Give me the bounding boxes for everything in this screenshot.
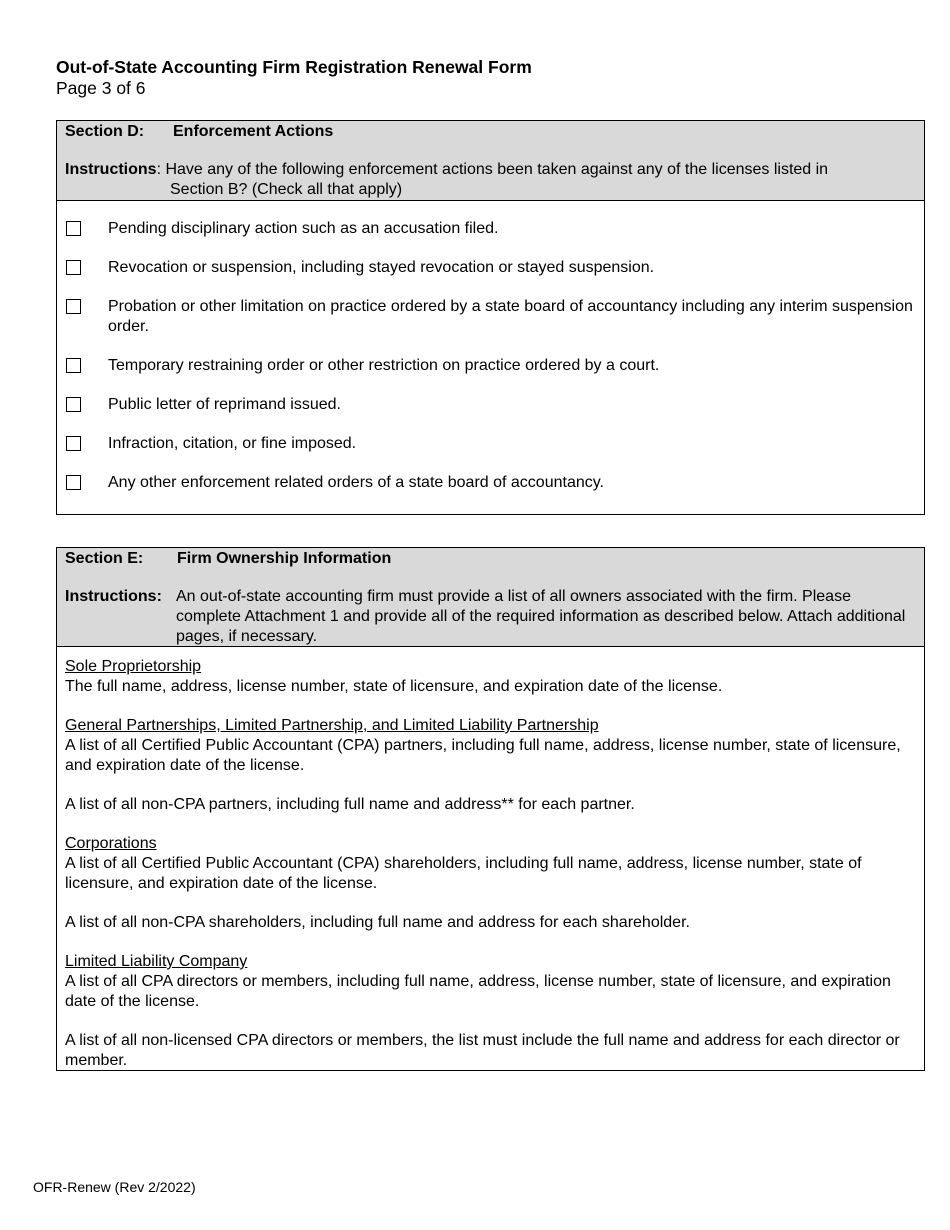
section-d-instructions-line1: : Have any of the following enforcement actions been taken against any of the licenses listed in <box>156 161 829 178</box>
form-title: Out-of-State Accounting Firm Registration Renewal Form <box>56 57 532 77</box>
llc-block <box>65 952 916 1012</box>
section-d-instructions <box>65 160 916 200</box>
form-revision-footer: OFR-Renew (Rev 2/2022) <box>33 1179 196 1195</box>
section-e-label: Section E: <box>65 550 144 567</box>
section-d-header <box>57 121 924 201</box>
checklist-item <box>66 258 916 278</box>
corporations-noncpa-block <box>65 913 916 933</box>
partnership-noncpa-text: A list of all non-CPA partners, including full name and address** for each partner. <box>65 796 635 813</box>
checklist-item-label: Infraction, citation, or fine imposed. <box>108 435 357 452</box>
checklist-item <box>66 473 916 493</box>
other-enforcement-checkbox[interactable] <box>66 475 81 490</box>
checklist-item-label: Temporary restraining order or other restriction on practice ordered by a court. <box>108 357 660 374</box>
partnership-block <box>65 716 916 776</box>
checklist-item <box>66 356 916 376</box>
llc-noncpa-text: A list of all non-licensed CPA directors or members, the list must include the full name and address for each director or member. <box>65 1032 900 1069</box>
llc-noncpa-block <box>65 1031 916 1071</box>
page-number: Page 3 of 6 <box>56 78 146 98</box>
corporations-text: A list of all Certified Public Accountant (CPA) shareholders, including full name, address, license number, state of licensure, and expiration date of the license. <box>65 855 862 892</box>
checklist-item <box>66 219 916 239</box>
llc-heading: Limited Liability Company <box>65 953 248 970</box>
partnership-heading: General Partnerships, Limited Partnership, and Limited Liability Partnership <box>65 717 599 734</box>
section-e-instructions-label: Instructions: <box>65 588 162 605</box>
checklist-item <box>66 297 916 337</box>
pending-disciplinary-checkbox[interactable] <box>66 221 81 236</box>
checklist-item-label: Public letter of reprimand issued. <box>108 396 341 413</box>
enforcement-checklist <box>57 201 924 493</box>
corporations-noncpa-text: A list of all non-CPA shareholders, including full name and address for each shareholder. <box>65 914 690 931</box>
partnership-text: A list of all Certified Public Accountant (CPA) partners, including full name, address, license number, state of licensure, and expiration date of the license. <box>65 737 901 774</box>
checklist-item-label: Pending disciplinary action such as an accusation filed. <box>108 220 499 237</box>
infraction-citation-checkbox[interactable] <box>66 436 81 451</box>
public-reprimand-checkbox[interactable] <box>66 397 81 412</box>
section-d-title: Enforcement Actions <box>173 123 334 140</box>
section-e-instructions-text: An out-of-state accounting firm must provide a list of all owners associated with the firm. Please complete Attachment 1 and provide all of the required information as described below. Attach additional pages, if necessary. <box>176 588 906 645</box>
partnership-noncpa-block <box>65 795 916 815</box>
section-e-instructions <box>65 587 916 647</box>
sole-proprietorship-heading: Sole Proprietorship <box>65 658 202 675</box>
corporations-block <box>65 834 916 894</box>
checklist-item-label: Probation or other limitation on practice ordered by a state board of accountancy including any interim suspension order. <box>108 298 913 335</box>
probation-limitation-checkbox[interactable] <box>66 299 81 314</box>
ownership-requirements <box>57 647 924 1071</box>
checklist-item-label: Any other enforcement related orders of a state board of accountancy. <box>108 474 604 491</box>
restraining-order-checkbox[interactable] <box>66 358 81 373</box>
checklist-item <box>66 395 916 415</box>
section-d-enforcement-actions <box>56 120 925 515</box>
section-d-label: Section D: <box>65 123 145 140</box>
section-d-instructions-label: Instructions <box>65 161 157 178</box>
corporations-heading: Corporations <box>65 835 157 852</box>
checklist-item-label: Revocation or suspension, including stayed revocation or stayed suspension. <box>108 259 655 276</box>
revocation-suspension-checkbox[interactable] <box>66 260 81 275</box>
section-e-firm-ownership <box>56 547 925 1071</box>
section-e-title: Firm Ownership Information <box>177 550 392 567</box>
llc-text: A list of all CPA directors or members, including full name, address, license number, state of licensure, and expiration date of the license. <box>65 973 891 1010</box>
sole-proprietorship-text: The full name, address, license number, state of licensure, and expiration date of the license. <box>65 678 723 695</box>
checklist-item <box>66 434 916 454</box>
section-d-instructions-line2: Section B? (Check all that apply) <box>170 181 403 198</box>
section-e-header <box>57 548 924 647</box>
sole-proprietorship-block <box>65 657 916 697</box>
